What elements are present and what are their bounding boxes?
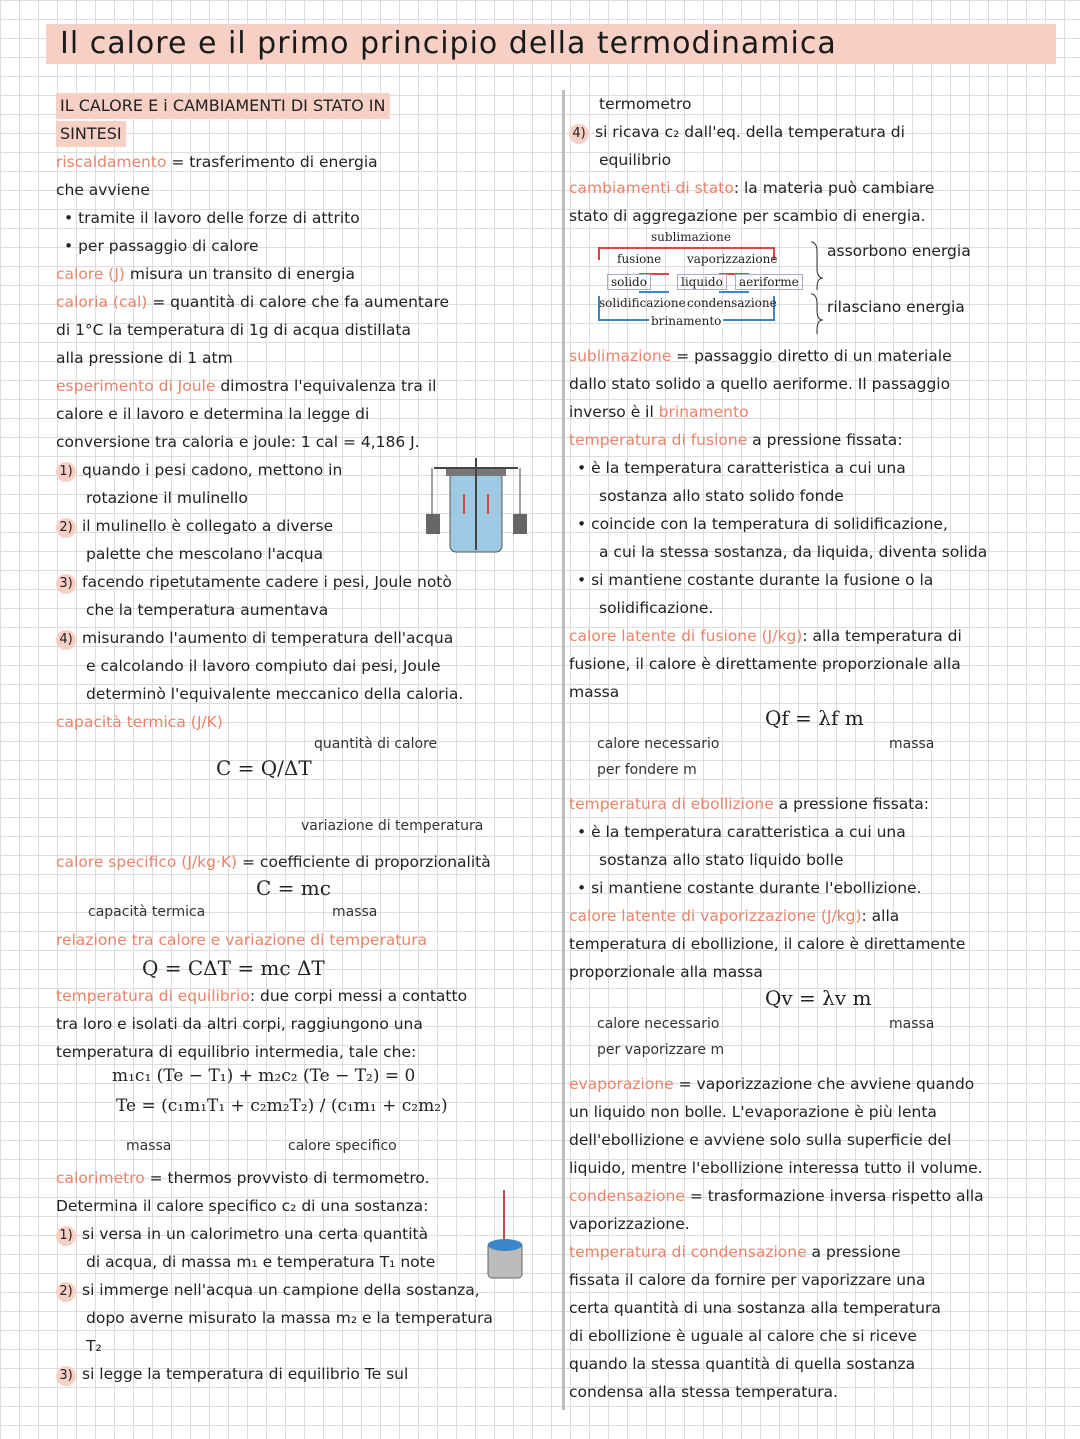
def-text: dimostra l'equivalenza tra il [215, 377, 437, 395]
step-text: di acqua, di massa m₁ e temperatura T₁ note [86, 1253, 436, 1271]
def-text: di ebollizione è uguale al calore che si riceve [569, 1327, 917, 1345]
formula: Qf = λf m [765, 706, 864, 730]
diagram-label: fusione [617, 252, 662, 266]
step-text: si versa in un calorimetro una certa quantità [82, 1225, 429, 1243]
formula: Te = (c₁m₁T₁ + c₂m₂T₂) / (c₁m₁ + c₂m₂) [116, 1096, 448, 1116]
unit-label: (J/K) [190, 713, 223, 731]
def-text: un liquido non bolle. L'evaporazione è più lenta [569, 1103, 937, 1121]
joule-apparatus-image [424, 454, 530, 558]
formula: C = mc [256, 876, 331, 900]
formula-note: massa [889, 736, 935, 752]
bullet-item: • per passaggio di calore [64, 237, 259, 255]
def-text: = thermos provvisto di termometro. [144, 1169, 430, 1187]
step-number: 3) [56, 574, 76, 594]
term-equilibrio: temperatura di equilibrio [56, 987, 250, 1005]
term-evaporazione: evaporazione [569, 1075, 674, 1093]
step-text: che la temperatura aumentava [86, 601, 329, 619]
formula-note: quantità di calore [314, 736, 438, 752]
formula-note: per fondere m [597, 762, 697, 778]
step-text: il mulinello è collegato a diverse [82, 517, 334, 535]
def-text: : due corpi messi a contatto [249, 987, 468, 1005]
def-text: fusione, il calore è direttamente proporzionale alla [569, 655, 961, 673]
formula-note: massa [332, 904, 378, 920]
formula-note: calore necessario [597, 736, 720, 752]
def-text: Determina il calore specifico c₂ di una sostanza: [56, 1197, 429, 1215]
section-header: IL CALORE E i CAMBIAMENTI DI STATO IN [56, 93, 390, 119]
def-text: massa [569, 683, 620, 701]
def-text: che avviene [56, 181, 150, 199]
calorimeter-image [476, 1190, 536, 1290]
formula-block-equilibrio [56, 1066, 538, 1164]
step-number: 1) [56, 1226, 76, 1246]
left-column [56, 92, 546, 1388]
formula-block-specifico [56, 876, 538, 926]
term-calore-latente-fusione: calore latente di fusione [569, 627, 757, 645]
unit-label: (J/kg·K) [181, 853, 238, 871]
def-text: = coefficiente di proporzionalità [237, 853, 491, 871]
def-text: inverso è il [569, 403, 659, 421]
bullet-item: • si mantiene costante durante l'ebollizione. [577, 879, 922, 897]
diagram-label: vaporizzazione [687, 252, 778, 266]
step-text: si legge la temperatura di equilibrio Te sul [82, 1365, 409, 1383]
term-joule: esperimento di Joule [56, 377, 216, 395]
section-header-cont: SINTESI [56, 121, 126, 147]
step-text: equilibrio [599, 151, 672, 169]
def-text: a pressione fissata: [773, 795, 929, 813]
def-text: temperatura di ebollizione, il calore è direttamente [569, 935, 966, 953]
step-number: 4) [56, 630, 76, 650]
def-text: a pressione [806, 1243, 901, 1261]
term-calorimetro: calorimetro [56, 1169, 145, 1187]
formula-block-capacita [56, 736, 538, 848]
diagram-note: assorbono energia [827, 242, 971, 260]
def-text: vaporizzazione. [569, 1215, 690, 1233]
formula-note: massa [126, 1138, 172, 1154]
formula: Q = CΔT = mc ΔT [142, 956, 325, 980]
def-text: = vaporizzazione che avviene quando [673, 1075, 975, 1093]
step-number: 4) [569, 124, 589, 144]
def-text: : la materia può cambiare [733, 179, 935, 197]
state-change-diagram [569, 230, 1052, 342]
diagram-label: solidificazione [599, 296, 686, 310]
diagram-label: brinamento [651, 314, 722, 328]
step-text: facendo ripetutamente cadere i pesi, Joule notò [82, 573, 452, 591]
unit-label: (J/kg) [761, 627, 803, 645]
def-text: di 1°C la temperatura di 1g di acqua distillata [56, 321, 411, 339]
def-text: fissata il calore da fornire per vaporizzare una [569, 1271, 926, 1289]
def-text: misura un transito di energia [124, 265, 355, 283]
step-text: misurando l'aumento di temperatura dell'acqua [82, 629, 454, 647]
step-text: si immerge nell'acqua un campione della sostanza, [82, 1281, 480, 1299]
step-text: si ricava c₂ dall'eq. della temperatura di [595, 123, 905, 141]
def-text: calore e il lavoro e determina la legge di [56, 405, 370, 423]
term-caloria: caloria (cal) [56, 293, 148, 311]
bullet-item: sostanza allo stato liquido bolle [599, 851, 844, 869]
unit-label: (J/kg) [820, 907, 862, 925]
diagram-state-solido: solido [607, 274, 651, 290]
def-text: proporzionale alla massa [569, 963, 763, 981]
bullet-item: • è la temperatura caratteristica a cui una [577, 823, 906, 841]
def-text: : alla temperatura di [802, 627, 962, 645]
formula-note: variazione di temperatura [301, 818, 484, 834]
def-text: a pressione fissata: [747, 431, 903, 449]
formula-block-fusione [569, 706, 1052, 790]
diagram-state-liquido: liquido [677, 274, 727, 290]
bullet-item: • è la temperatura caratteristica a cui una [577, 459, 906, 477]
diagram-note: rilasciano energia [827, 298, 965, 316]
formula: Qv = λv m [765, 986, 872, 1010]
bullet-item: • si mantiene costante durante la fusione o la [577, 571, 934, 589]
formula: C = Q/ΔT [216, 756, 312, 780]
def-text: alla pressione di 1 atm [56, 349, 233, 367]
def-text: conversione tra caloria e joule: 1 cal = 4,186 J. [56, 433, 420, 451]
formula-block-vaporizzazione [569, 986, 1052, 1070]
term-riscaldamento: riscaldamento [56, 153, 167, 171]
def-text: quando la stessa quantità di quella sostanza [569, 1355, 916, 1373]
def-text: certa quantità di una sostanza alla temperatura [569, 1299, 941, 1317]
def-text: dallo stato solido a quello aeriforme. Il passaggio [569, 375, 951, 393]
bullet-item: solidificazione. [599, 599, 714, 617]
formula-note: massa [889, 1016, 935, 1032]
page-title: Il calore e il primo principio della termodinamica [46, 24, 1056, 64]
term-calore: calore (J) [56, 265, 125, 283]
right-column [562, 90, 1052, 1410]
term-temp-fusione: temperatura di fusione [569, 431, 748, 449]
diagram-state-aeriforme: aeriforme [735, 274, 803, 290]
formula: m₁c₁ (Te − T₁) + m₂c₂ (Te − T₂) = 0 [112, 1066, 416, 1086]
bullet-item: • tramite il lavoro delle forze di attrito [64, 209, 360, 227]
step-text: dopo averne misurato la massa m₂ e la temperatura [86, 1309, 493, 1327]
step-text: T₂ [86, 1337, 102, 1355]
def-text: = trasferimento di energia [166, 153, 378, 171]
step-number: 1) [56, 462, 76, 482]
def-text: = trasformazione inversa rispetto alla [684, 1187, 984, 1205]
def-text: = quantità di calore che fa aumentare [147, 293, 450, 311]
term-brinamento: brinamento [658, 403, 749, 421]
step-text: determinò l'equivalente meccanico della caloria. [86, 685, 464, 703]
step-text: palette che mescolano l'acqua [86, 545, 324, 563]
term-calore-specifico: calore specifico [56, 853, 177, 871]
formula-note: calore necessario [597, 1016, 720, 1032]
def-text: : alla [861, 907, 900, 925]
step-text: e calcolando il lavoro compiuto dai pesi, Joule [86, 657, 441, 675]
def-text: condensa alla stessa temperatura. [569, 1383, 838, 1401]
term-temp-ebollizione: temperatura di ebollizione [569, 795, 774, 813]
step-number: 2) [56, 1282, 76, 1302]
def-text: tra loro e isolati da altri corpi, raggiungono una [56, 1015, 423, 1033]
term-sublimazione: sublimazione [569, 347, 672, 365]
diagram-label: condensazione [687, 296, 777, 310]
formula-note: calore specifico [288, 1138, 397, 1154]
def-text: = passaggio diretto di un materiale [671, 347, 952, 365]
term-calore-latente-vaporizzazione: calore latente di vaporizzazione [569, 907, 816, 925]
bullet-item: sostanza allo stato solido fonde [599, 487, 844, 505]
formula-note: capacità termica [88, 904, 206, 920]
term-temp-condensazione: temperatura di condensazione [569, 1243, 807, 1261]
formula-note: per vaporizzare m [597, 1042, 725, 1058]
term-relazione: relazione tra calore e variazione di temperatura [56, 931, 428, 949]
diagram-label: sublimazione [651, 230, 731, 244]
step-number: 3) [56, 1366, 76, 1386]
step-text: termometro [599, 95, 692, 113]
term-capacita: capacità termica [56, 713, 186, 731]
step-number: 2) [56, 518, 76, 538]
def-text: liquido, mentre l'ebollizione interessa tutto il volume. [569, 1159, 983, 1177]
def-text: temperatura di equilibrio intermedia, tale che: [56, 1043, 417, 1061]
bullet-item: • coincide con la temperatura di solidificazione, [577, 515, 948, 533]
step-text: quando i pesi cadono, mettono in [82, 461, 343, 479]
def-text: stato di aggregazione per scambio di energia. [569, 207, 926, 225]
def-text: dell'ebollizione e avviene solo sulla superficie del [569, 1131, 952, 1149]
term-condensazione: condensazione [569, 1187, 685, 1205]
step-text: rotazione il mulinello [86, 489, 248, 507]
term-cambiamenti-stato: cambiamenti di stato [569, 179, 734, 197]
bullet-item: a cui la stessa sostanza, da liquida, diventa solida [599, 543, 988, 561]
